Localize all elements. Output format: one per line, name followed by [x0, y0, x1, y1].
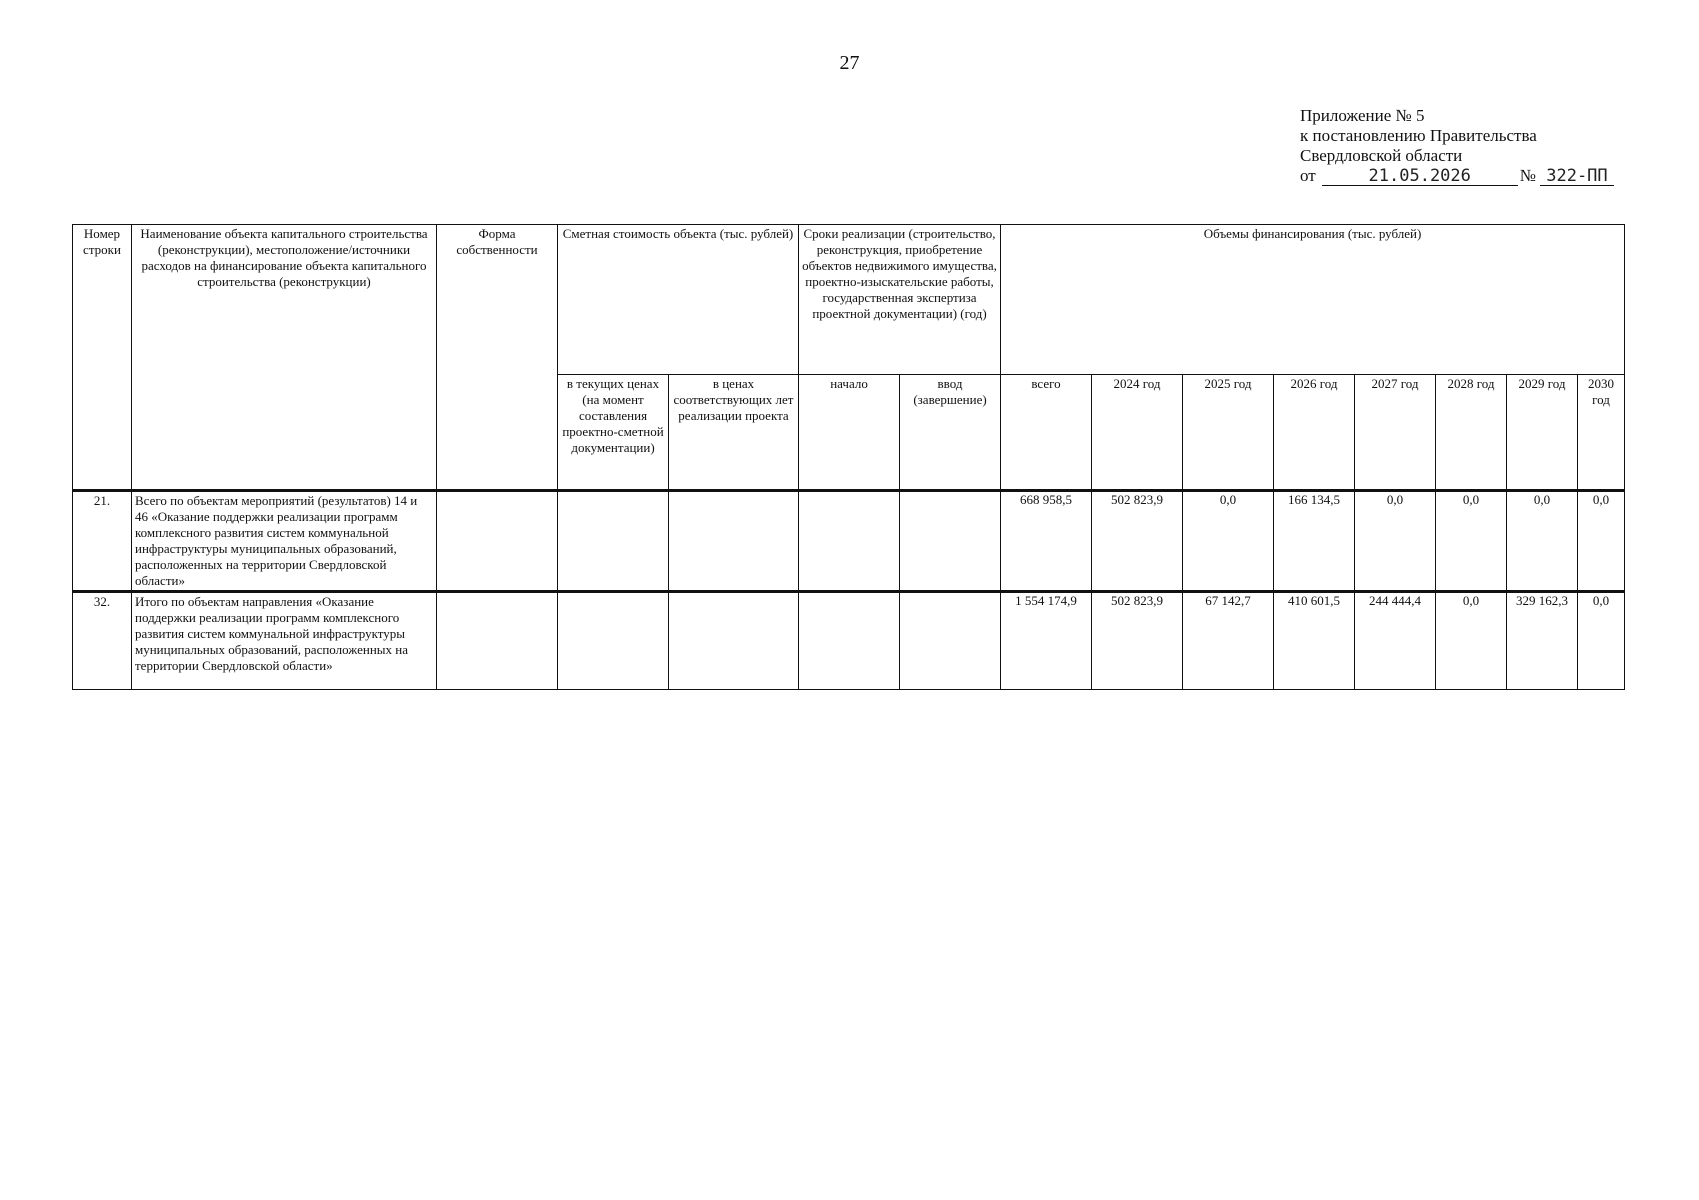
table-row [73, 592, 1625, 690]
row-2025: 0,0 [1183, 491, 1274, 592]
date-prefix: от [1300, 166, 1316, 185]
header-timeframe: Сроки реализации (строительство, реконструкция, приобретение объектов недвижимого имущества, проектно-изыскательские работы, государственная экспертиза проектной документации) (год) [799, 225, 1001, 375]
header-year-2027: 2027 год [1355, 375, 1436, 491]
header-year-2028: 2028 год [1436, 375, 1507, 491]
row-2024: 502 823,9 [1092, 592, 1183, 690]
row-completion [900, 491, 1001, 592]
row-cost-years [669, 592, 799, 690]
page-number: 27 [839, 52, 860, 74]
row-completion [900, 592, 1001, 690]
row-2025: 67 142,7 [1183, 592, 1274, 690]
header-cost-years: в ценах соответствующих лет реализации проекта [669, 375, 799, 491]
table-row [73, 491, 1625, 592]
header-year-2024: 2024 год [1092, 375, 1183, 491]
header-row-number: Номер строки [73, 225, 132, 491]
header-ownership: Форма собственности [437, 225, 558, 491]
resolution-date: 21.05.2026 [1322, 167, 1518, 186]
appendix-resolution: к постановлению Правительства [1300, 126, 1537, 145]
row-ownership [437, 491, 558, 592]
header-year-2026: 2026 год [1274, 375, 1355, 491]
header-year-2025: 2025 год [1183, 375, 1274, 491]
header-total: всего [1001, 375, 1092, 491]
row-2027: 244 444,4 [1355, 592, 1436, 690]
row-total: 1 554 174,9 [1001, 592, 1092, 690]
row-2030: 0,0 [1578, 491, 1625, 592]
row-number: 32. [73, 592, 132, 690]
row-2030: 0,0 [1578, 592, 1625, 690]
appendix-date-line [1300, 166, 1614, 186]
row-2029: 0,0 [1507, 491, 1578, 592]
row-2028: 0,0 [1436, 592, 1507, 690]
row-start [799, 592, 900, 690]
header-start: начало [799, 375, 900, 491]
header-completion: ввод (завершение) [900, 375, 1001, 491]
row-name: Итого по объектам направления «Оказание поддержки реализации программ комплексного развития систем коммунальной инфраструктуры муниципальных образований, расположенных на территории Свердловской области» [132, 592, 437, 690]
header-cost-current: в текущих ценах (на момент составления проектно-сметной документации) [558, 375, 669, 491]
row-ownership [437, 592, 558, 690]
appendix-title: Приложение № 5 [1300, 106, 1425, 125]
row-2027: 0,0 [1355, 491, 1436, 592]
row-total: 668 958,5 [1001, 491, 1092, 592]
row-start [799, 491, 900, 592]
header-year-2029: 2029 год [1507, 375, 1578, 491]
row-2024: 502 823,9 [1092, 491, 1183, 592]
resolution-number: 322-ПП [1540, 167, 1614, 186]
header-object-name: Наименование объекта капитального строительства (реконструкции), местоположение/источники расходов на финансирование объекта капитального строительства (реконструкции) [132, 225, 437, 491]
number-prefix: № [1519, 166, 1536, 185]
header-year-2030: 2030 год [1578, 375, 1625, 491]
header-financing: Объемы финансирования (тыс. рублей) [1001, 225, 1625, 375]
row-2026: 410 601,5 [1274, 592, 1355, 690]
row-cost-current [558, 592, 669, 690]
appendix-region: Свердловской области [1300, 146, 1463, 165]
appendix-block [1300, 106, 1614, 186]
row-cost-current [558, 491, 669, 592]
row-cost-years [669, 491, 799, 592]
row-number: 21. [73, 491, 132, 592]
header-estimated-cost: Сметная стоимость объекта (тыс. рублей) [558, 225, 799, 375]
header-row-1 [73, 225, 1625, 375]
row-2026: 166 134,5 [1274, 491, 1355, 592]
row-2029: 329 162,3 [1507, 592, 1578, 690]
financing-table [72, 224, 1625, 690]
row-2028: 0,0 [1436, 491, 1507, 592]
row-name: Всего по объектам мероприятий (результатов) 14 и 46 «Оказание поддержки реализации программ комплексного развития систем коммунальной инфраструктуры муниципальных образований, расположенных на территории Свердловской области» [132, 491, 437, 592]
